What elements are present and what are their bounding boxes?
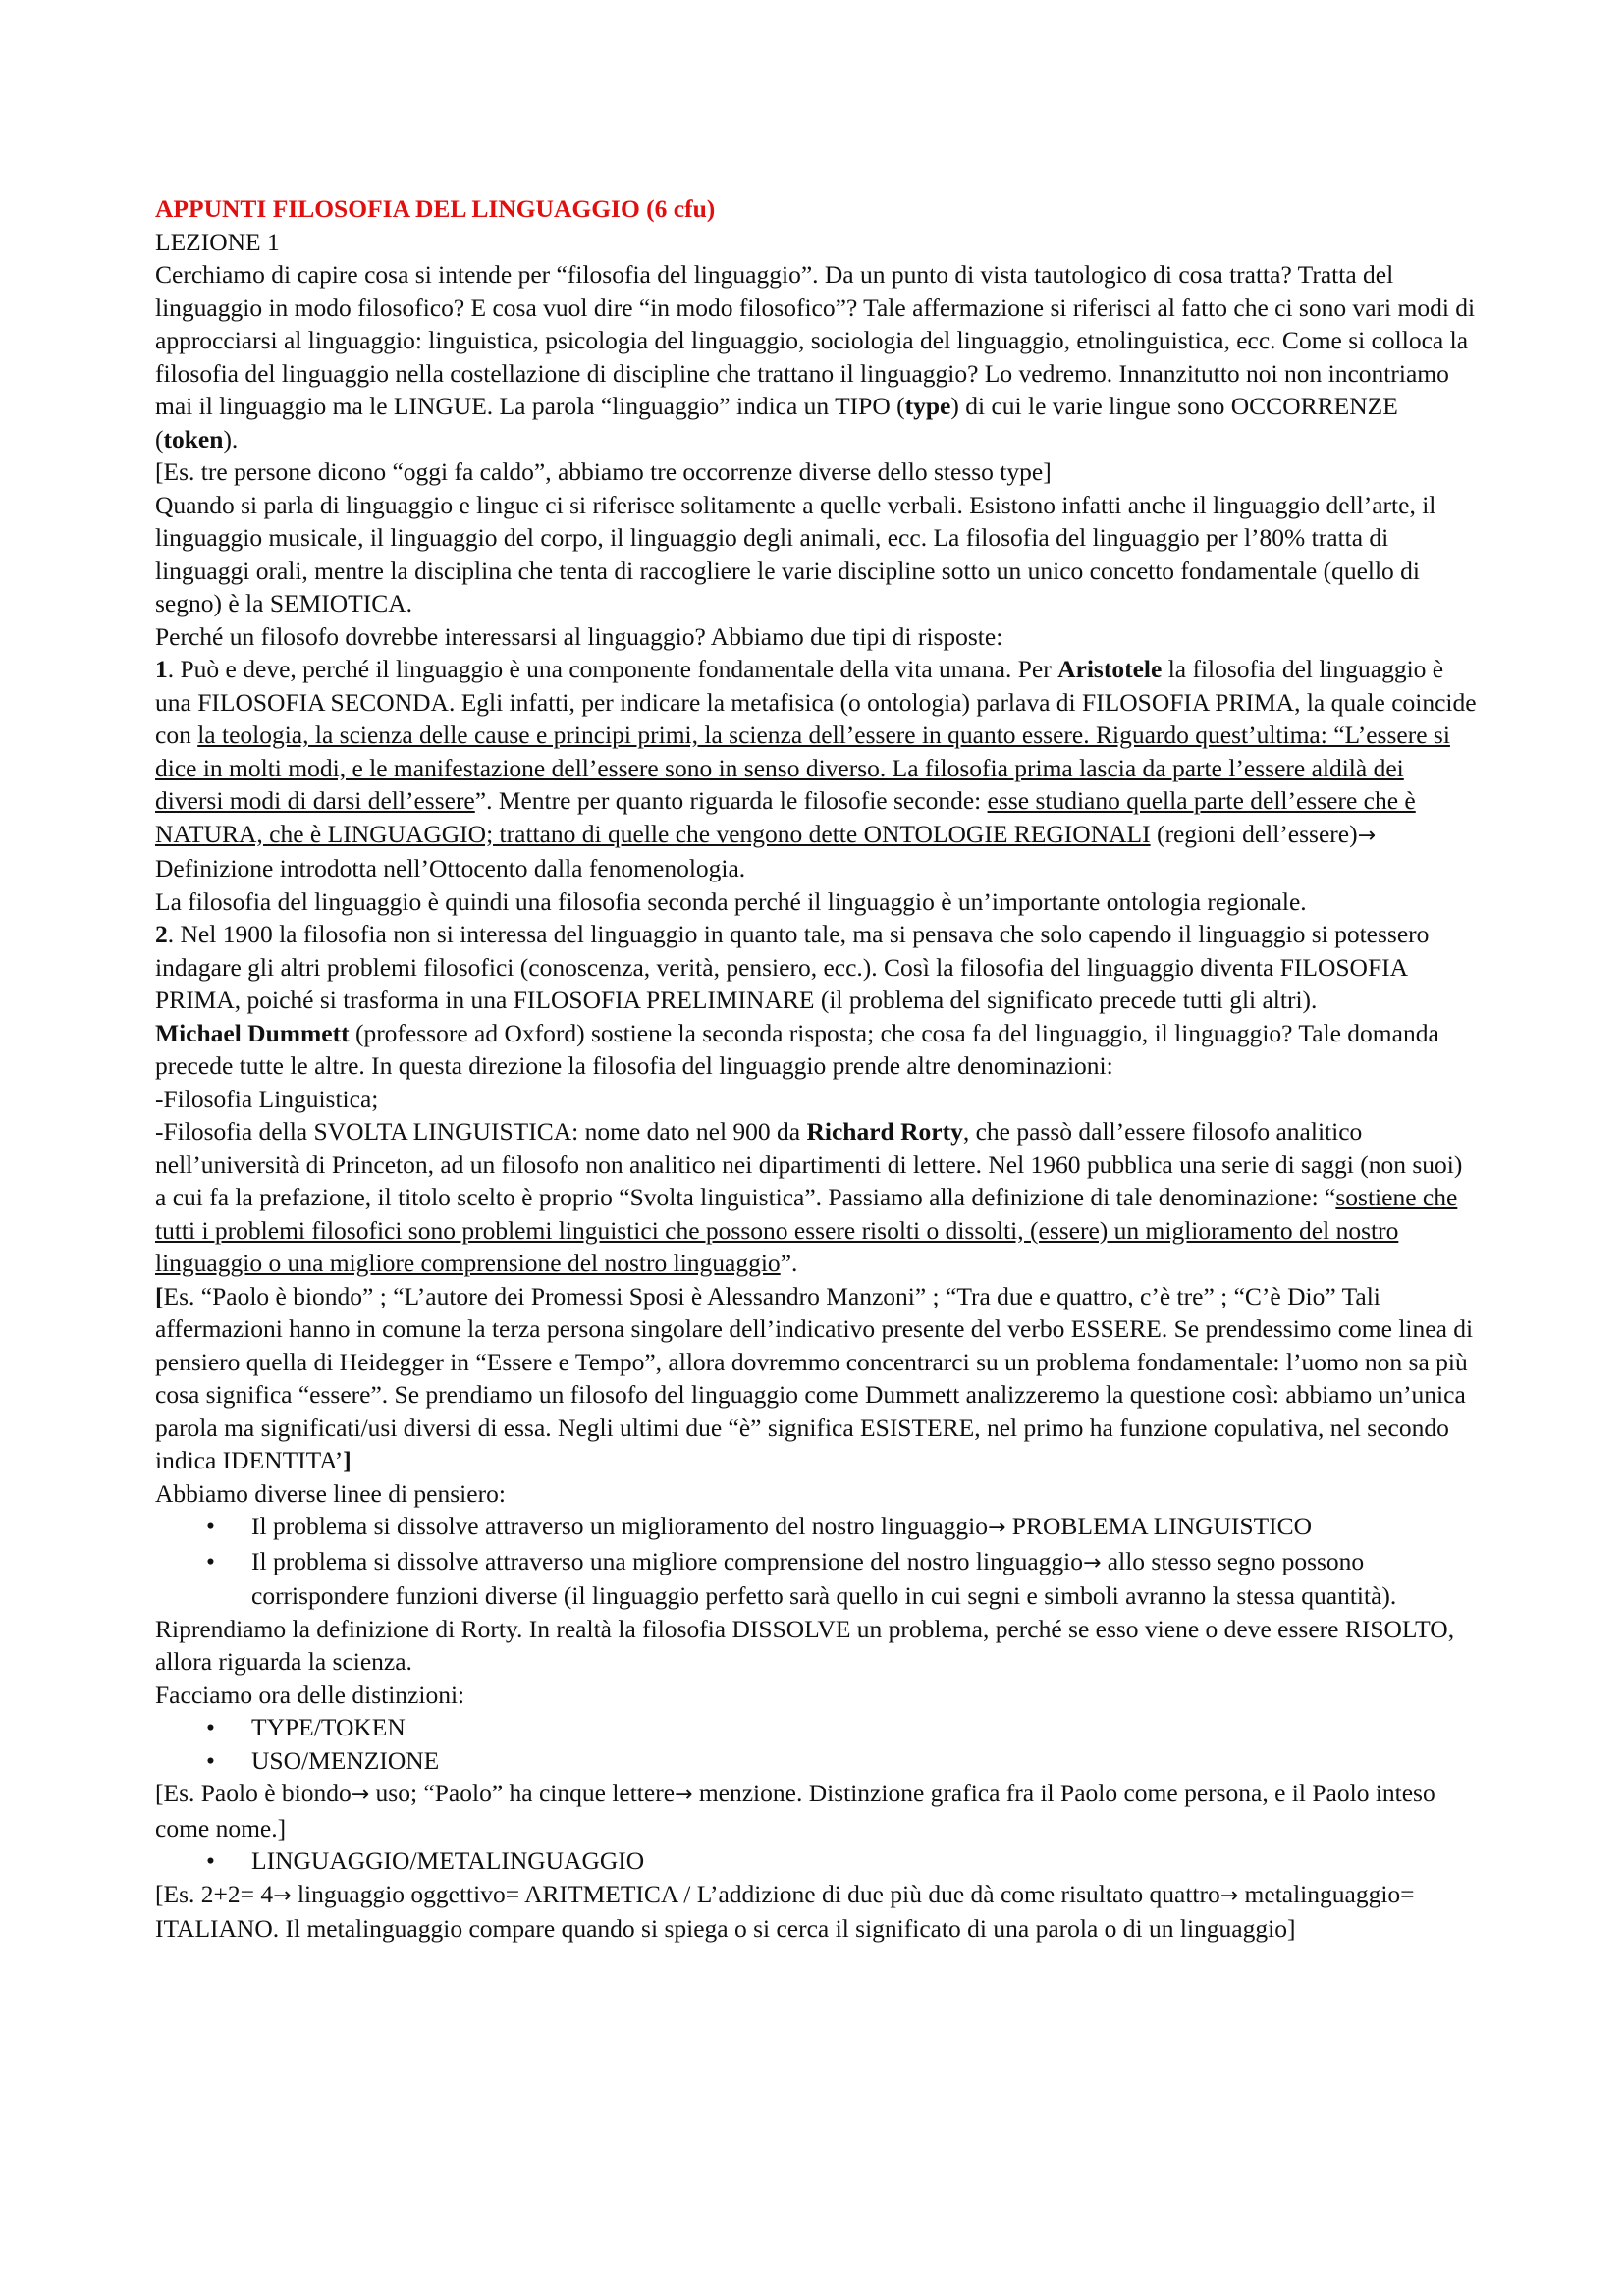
arrow-icon: →: [273, 1883, 292, 1908]
arrow-icon: →: [351, 1783, 370, 1807]
paragraph-verbal-languages: Quando si parla di linguaggio e lingue ci si riferisce solitamente a quelle verbali. Esistono infatti anche il linguaggio dell’arte, il linguaggio musicale, il linguaggio del corpo, il linguaggio degli animali, ecc. La filosofia del linguaggio per l’80% tratta di linguaggi orali, mentre la disciplina che tenta di raccogliere le varie discipline sotto un unico concetto fondamentale (quello di segno) è la SEMIOTICA.: [155, 490, 1436, 617]
paragraph-question: Perché un filosofo dovrebbe interessarsi al linguaggio? Abbiamo due tipi di risposte:: [155, 621, 1003, 651]
paragraph-answer-2: 2. Nel 1900 la filosofia non si interessa del linguaggio in quanto tale, ma si pensava che solo capendo il linguaggio si potessero indagare gli altri problemi filosofici (conoscenza, verità, pensiero, ecc.). Così la filosofia del linguaggio diventa FILOSOFIA PRIMA, poiché si trasforma in una FILOSOFIA PRELIMINARE (il problema del significato precede tutti gli altri).: [155, 920, 1430, 1014]
bullet-icon: •: [206, 1546, 215, 1575]
list-item: • TYPE/TOKEN: [155, 1711, 1477, 1744]
bullet-icon: •: [206, 1745, 215, 1775]
arrow-icon: →: [987, 1516, 1006, 1540]
paragraph-example-type-token: [Es. tre persone dicono “oggi fa caldo”, abbiamo tre occorrenze diverse dello stesso type]: [155, 457, 1052, 486]
arrow-icon: →: [1357, 823, 1377, 848]
paragraph-example-use-mention: [Es. Paolo è biondo→ uso; “Paolo” ha cinque lettere→ menzione. Distinzione grafica fra il Paolo come persona, e il Paolo inteso come nome.]: [155, 1779, 1435, 1842]
lesson-heading: LEZIONE 1: [155, 227, 280, 256]
paragraph-lines-of-thought: Abbiamo diverse linee di pensiero:: [155, 1478, 506, 1508]
lines-of-thought-list: [155, 1510, 1477, 1613]
list-item: • Il problema si dissolve attraverso una migliore comprensione del nostro linguaggio→ allo stesso segno possono corrispondere funzioni diverse (il linguaggio perfetto sarà quello in cui segni e simboli avranno la stessa quantità).: [206, 1546, 1397, 1610]
paragraph-dummett: Michael Dummett (professore ad Oxford) sostiene la seconda risposta; che cosa fa del linguaggio, il linguaggio? Tale domanda precede tutte le altre. In questa direzione la filosofia del linguaggio prende altre denominazioni:: [155, 1018, 1439, 1080]
paragraph-distinctions: Facciamo ora delle distinzioni:: [155, 1680, 465, 1709]
paragraph-linguistic-turn: -Filosofia della SVOLTA LINGUISTICA: nome dato nel 900 da Richard Rorty, che passò dall’essere filosofo analitico nell’università di Princeton, ad un filosofo non analitico nei dipartimenti di lettere. Nel 1960 pubblica una serie di saggi (non suoi) a cui fa la prefazione, il titolo scelto è proprio “Svolta linguistica”. Passiamo alla definizione di tale denominazione: “sostiene che tutti i problemi filosofici sono problemi linguistici che possono essere risolti o dissolti, (essere) un miglioramento del nostro linguaggio o una migliore comprensione del nostro linguaggio”.: [155, 1117, 1463, 1277]
bullet-icon: •: [206, 1713, 215, 1741]
arrow-icon: →: [1082, 1550, 1102, 1575]
paragraph-linguistic-philosophy: -Filosofia Linguistica;: [155, 1084, 379, 1113]
bullet-icon: •: [206, 1846, 215, 1875]
arrow-icon: →: [1219, 1883, 1239, 1908]
arrow-icon: →: [675, 1783, 693, 1807]
list-item: • USO/MENZIONE: [155, 1744, 1477, 1778]
document-title: APPUNTI FILOSOFIA DEL LINGUAGGIO (6 cfu): [155, 194, 716, 223]
paragraph-rorty-definition: Riprendiamo la definizione di Rorty. In realtà la filosofia DISSOLVE un problema, perché se esso viene o deve essere RISOLTO, allora riguarda la scienza.: [155, 1614, 1455, 1676]
metalanguage-list: [155, 1844, 1477, 1878]
list-item: • Il problema si dissolve attraverso un miglioramento del nostro linguaggio→ PROBLEMA LINGUISTICO: [155, 1510, 1477, 1545]
paragraph-intro: Cerchiamo di capire cosa si intende per “filosofia del linguaggio”. Da un punto di vista tautologico di cosa tratta? Tratta del linguaggio in modo filosofico? E cosa vuol dire “in modo filosofico”? Tale affermazione si riferisci al fatto che ci sono vari modi di approcciarsi al linguaggio: linguistica, psicologia del linguaggio, sociologia del linguaggio, etnolinguistica, ecc. Come si colloca la filosofia del linguaggio nella costellazione di discipline che trattano il linguaggio? Lo vedremo. Innanzitutto noi non incontriamo mai il linguaggio ma le LINGUE. La parola “linguaggio” indica un TIPO (type) di cui le varie lingue sono OCCORRENZE (token).: [155, 260, 1476, 454]
bullet-icon: •: [206, 1512, 215, 1540]
list-item: • LINGUAGGIO/METALINGUAGGIO: [155, 1844, 1477, 1878]
paragraph-answer-1: 1. Può e deve, perché il linguaggio è una componente fondamentale della vita umana. Per Aristotele la filosofia del linguaggio è una FILOSOFIA SECONDA. Egli infatti, per indicare la metafisica (o ontologia) parlava di FILOSOFIA PRIMA, la quale coincide con la teologia, la scienza delle cause e principi primi, la scienza dell’essere in quanto essere. Riguardo quest’ultima: “L’essere si dice in molti modi, e le manifestazione dell’essere sono in senso diverso. La filosofia prima lascia da parte l’essere aldilà dei diversi modi di darsi dell’essere”. Mentre per quanto riguarda le filosofie seconde: esse studiano quella parte dell’essere che è NATURA, che è LINGUAGGIO; trattano di quelle che vengono dette ONTOLOGIE REGIONALI (regioni dell’essere)→ Definizione introdotta nell’Ottocento dalla fenomenologia.: [155, 655, 1477, 882]
paragraph-example-essere: [Es. “Paolo è biondo” ; “L’autore dei Promessi Sposi è Alessandro Manzoni” ; “Tra due e quattro, c’è tre” ; “C’è Dio” Tali affermazioni hanno in comune la terza persona singolare dell’indicativo presente del verbo ESSERE. Se prendessimo come linea di pensiero quella di Heidegger in “Essere e Tempo”, allora dovremmo concentrarci su un problema fondamentale: l’uomo non sa più cosa significa “essere”. Se prendiamo un filosofo del linguaggio come Dummett analizzeremo la questione così: abbiamo un’unica parola ma significati/usi diversi di essa. Negli ultimi due “è” significa ESISTERE, nel primo ha funzione copulativa, nel secondo indica IDENTITA’]: [155, 1281, 1474, 1474]
distinctions-list: [155, 1711, 1477, 1777]
paragraph-regional-ontology: La filosofia del linguaggio è quindi una filosofia seconda perché il linguaggio è un’importante ontologia regionale.: [155, 886, 1307, 916]
paragraph-example-metalanguage: [Es. 2+2= 4→ linguaggio oggettivo= ARITMETICA / L’addizione di due più due dà come risultato quattro→ metalinguaggio= ITALIANO. Il metalinguaggio compare quando si spiega o si cerca il significato di una parola o di un linguaggio]: [155, 1879, 1415, 1943]
